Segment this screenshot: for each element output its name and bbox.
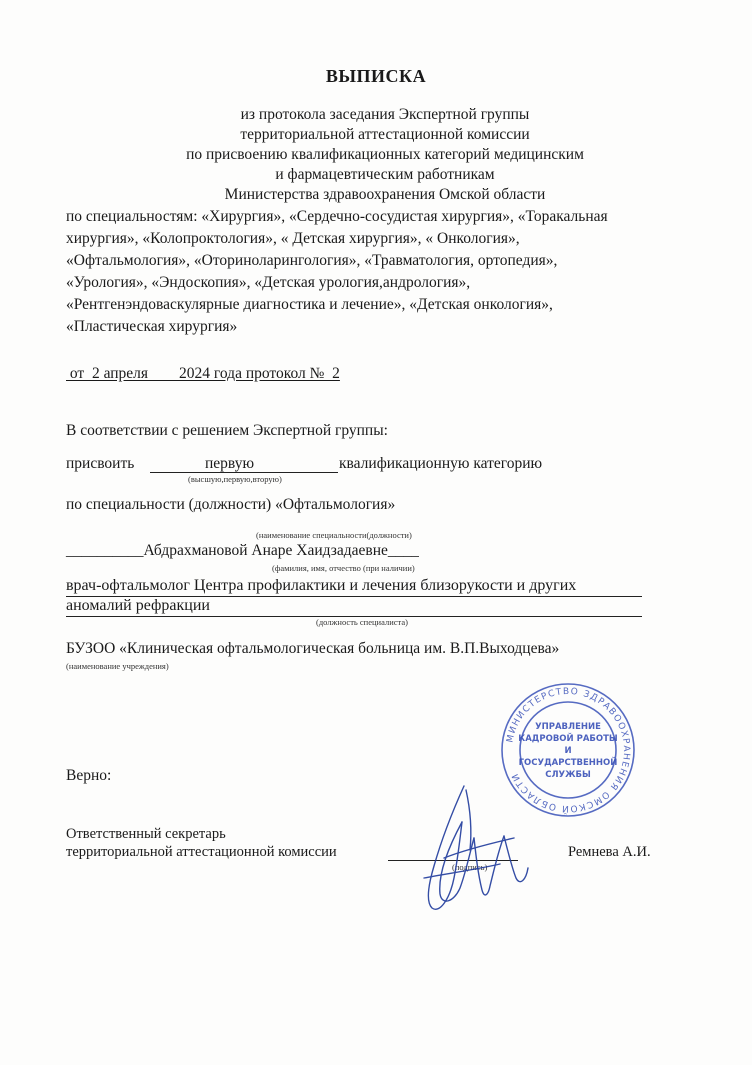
- specialties-line-1: по специальностям: «Хирургия», «Сердечно-сосудистая хирургия», «Торакальная: [66, 208, 608, 225]
- stamp-ring-text: МИНИСТЕРСТВО ЗДРАВООХРАНЕНИЯ ОМСКОЙ ОБЛАСТИ: [505, 686, 632, 814]
- institution-hint: (наименование учреждения): [66, 661, 169, 671]
- stamp-center-line-1: УПРАВЛЕНИЕ: [535, 722, 601, 732]
- specialties-line-6: «Пластическая хирургия»: [66, 318, 238, 335]
- position-line-1: врач-офтальмолог Центра профилактики и лечения близорукости и других: [66, 577, 577, 594]
- person-hint: (фамилия, имя, отчество (при наличии): [272, 563, 415, 573]
- signer-role-line-2: территориальной аттестационной комиссии: [66, 844, 337, 860]
- document-title: ВЫПИСКА: [325, 66, 427, 86]
- position-hint: (должность специалиста): [316, 617, 408, 627]
- decision-intro: В соответствии с решением Экспертной группы:: [66, 422, 388, 439]
- specialty-hint: (наименование специальности(должности): [256, 530, 412, 540]
- person-line: __________Абдрахмановой Анаре Хаидзадаевне____: [66, 542, 419, 559]
- header-line-4: и фармацевтическим работникам: [275, 166, 495, 183]
- verified-label: Верно:: [66, 767, 112, 784]
- specialties-line-2: хирургия», «Колопроктология», « Детская хирургия», « Онкология»,: [66, 230, 520, 247]
- specialties-line-3: «Офтальмология», «Оториноларингология», «Травматология, ортопедия»,: [66, 252, 558, 269]
- protocol-line: от 2 апреля 2024 года протокол № 2: [66, 365, 340, 382]
- stamp-center-line-3: И: [564, 746, 572, 756]
- header-line-3: по присвоению квалификационных категорий медицинским: [186, 146, 584, 163]
- signer-name: Ремнева А.И.: [568, 844, 651, 860]
- header-line-2: территориальной аттестационной комиссии: [240, 126, 530, 143]
- stamp-center-line-4: ГОСУДАРСТВЕННОЙ: [518, 758, 618, 768]
- handwritten-signature: [404, 778, 534, 914]
- assign-suffix: квалификационную категорию: [339, 455, 543, 472]
- stamp-center-line-5: СЛУЖБЫ: [545, 770, 591, 780]
- specialties-line-4: «Урология», «Эндоскопия», «Детская урология,андрология»,: [66, 274, 471, 291]
- institution-line: БУЗОО «Клиническая офтальмологическая больница им. В.П.Выходцева»: [66, 640, 560, 657]
- assign-prefix: присвоить: [66, 455, 139, 472]
- category-value: первую: [205, 455, 255, 472]
- signer-role-line-1: Ответственный секретарь: [66, 826, 226, 842]
- category-hint: (высшую,первую,вторую): [188, 474, 282, 484]
- signature-hint: (подпись): [452, 862, 488, 872]
- specialties-line-5: «Рентгенэндоваскулярные диагностика и лечение», «Детская онкология»,: [66, 296, 553, 313]
- position-line-2: аномалий рефракции: [66, 597, 210, 614]
- specialty-line: по специальности (должности) «Офтальмология»: [66, 496, 396, 513]
- header-line-1: из протокола заседания Экспертной группы: [240, 106, 530, 123]
- header-line-5: Министерства здравоохранения Омской области: [224, 186, 546, 203]
- stamp-center-line-2: КАДРОВОЙ РАБОТЫ: [518, 734, 618, 744]
